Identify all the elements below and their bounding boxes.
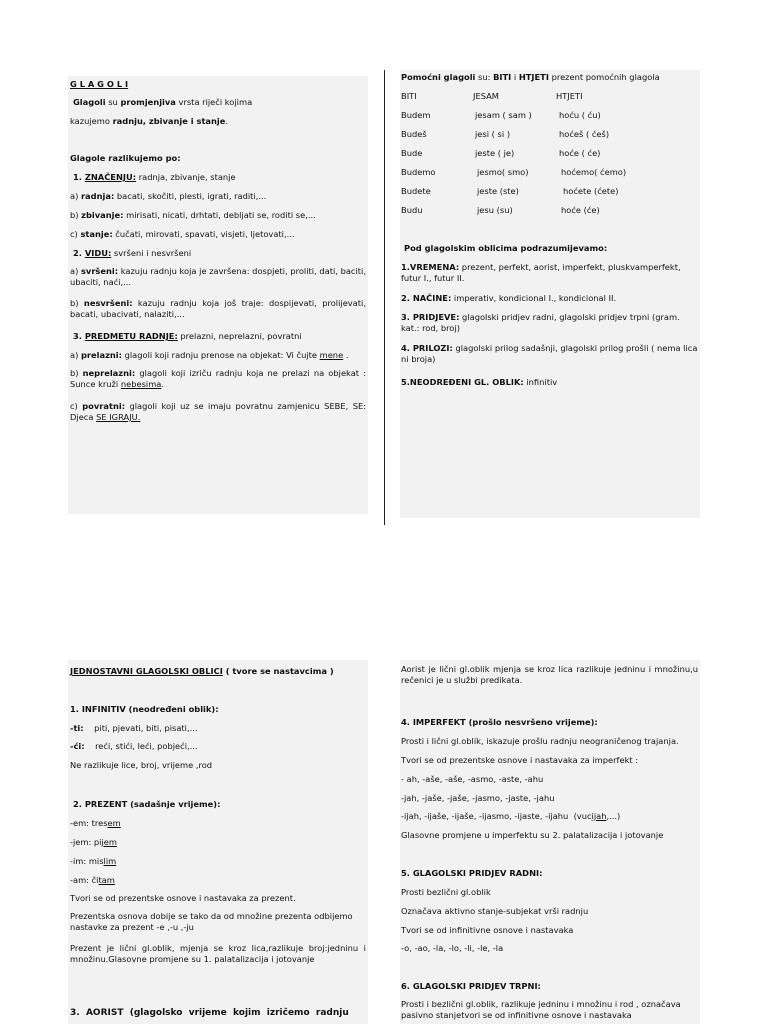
infinitive-note: Ne razlikuje lice, broj, vrijeme ,rod [70,760,213,770]
intro-line-2: kazujemo radnju, zbivanje i stanje. [70,116,229,126]
table-cell: Budu [401,205,423,215]
table-cell: BITI [401,91,417,101]
page-title: G L A G O L I [70,79,129,89]
present-jem: -jem: pijem [70,837,117,847]
present-im: -im: mislim [70,856,117,866]
table-cell: Budeš [401,129,427,139]
table-cell: Budem [401,110,431,120]
page1-left-box [68,76,368,514]
table-cell: jeste ( je) [475,148,515,158]
section-aspect: 2. VIDU: svršeni i nesvršeni [73,248,192,258]
section-title: JEDNOSTAVNI GLAGOLSKI OBLICI ( tvore se nastavcima ) [70,666,334,676]
passive-participle-line-1: Prosti i bezlični gl.oblik, razlikuje jedninu i množinu i rod , označava pasivno stanjetvori se od infinitivne osnove i nastavaka [401,999,681,1020]
aux-verbs-line: Pomoćni glagoli su: BITI i HTJETI prezent pomoćnih glagola [401,72,660,82]
imperfect-line-1: Prosti i lični gl.oblik, iskazuje prošlu radnju neograničenog trajanja. [401,736,679,746]
section-object: 3. PREDMETU RADNJE: prelazni, neprelazni, povratni [73,331,302,341]
present-line-3: Prezent je lični gl.oblik, mjenja se kroz lica,razlikuje broj:jedninu i množinu.Glasovne promjene su 1. palatalizacija i jotovanje [70,943,366,964]
table-cell: JESAM [473,91,499,101]
imperfect-line-2: Tvori se od prezentske osnove i nastavaka za imperfekt : [401,755,639,765]
table-cell: hoću ( ću) [559,110,601,120]
page2-right-box [400,660,700,1024]
section-meaning: 1. ZNAČENJU: radnja, zbivanje, stanje [73,172,236,182]
table-cell: jesam ( sam ) [475,110,532,120]
imperfect-line-4: -jah, -jaše, -jaše, -jasmo, -jaste, -jahu [401,793,555,803]
infinitive-heading: 1. INFINITIV (neodređeni oblik): [70,704,219,714]
form-moods: 2. NAČINE: imperativ, kondicional I., kondicional II. [401,293,617,303]
item-zbivanje: b) zbivanje: mirisati, nicati, drhtati, debljati se, roditi se,... [70,210,316,220]
imperfect-heading: 4. IMPERFEKT (prošlo nesvršeno vrijeme): [401,717,598,727]
table-cell: jesmo( smo) [477,167,529,177]
table-cell: hoće (će) [561,205,600,215]
column-divider [384,70,385,525]
table-cell: HTJETI [556,91,583,101]
passive-participle-heading: 6. GLAGOLSKI PRIDJEV TRPNI: [401,981,541,991]
table-cell: Budemo [401,167,436,177]
item-stanje: c) stanje: čučati, mirovati, spavati, visjeti, ljetovati,... [70,229,295,239]
present-am: -am: čitam [70,875,115,885]
table-cell: hoćemo( ćemo) [561,167,627,177]
imperfect-line-5: -ijah, -ijaše, -ijaše, -ijasmo, -ijaste, -ijahu (vucijah,...) [401,811,621,821]
aorist-heading: 3. AORIST (glagolsko vrijeme kojim izričemo radnju [70,1008,349,1018]
imperfect-line-6: Glasovne promjene u imperfektu su 2. palatalizacija i jotovanje [401,830,664,840]
active-participle-line-3: Tvori se od infinitivne osnove i nastavaka [401,925,574,935]
forms-heading: Pod glagolskim oblicima podrazumijevamo: [404,243,608,253]
table-cell: hoće ( će) [559,148,601,158]
present-em: -em: tresem [70,818,121,828]
table-cell: jesu (su) [477,205,513,215]
intro-line-1: Glagoli su promjenjiva vrsta riječi kojima [73,97,253,107]
item-povratni: c) povratni: glagoli koji uz se imaju povratnu zamjenicu SEBE, SE: Djeca SE IGRAJU. [70,401,366,422]
form-adverbs: 4. PRILOZI: glagolski prilog sadašnji, glagolski prilog prošli ( nema lica ni broja) [401,343,698,364]
table-cell: jeste (ste) [477,186,519,196]
present-heading: 2. PREZENT (sadašnje vrijeme): [73,799,221,809]
table-cell: hoćete (ćete) [563,186,619,196]
active-participle-line-1: Prosti bezlični gl.oblik [401,887,491,897]
infinitive-ti: -ti: piti, pjevati, biti, pisati,... [70,723,198,733]
active-participle-heading: 5. GLAGOLSKI PRIDJEV RADNI: [401,868,543,878]
present-line-2: Prezentska osnova dobije se tako da od množine prezenta odbijemo nastavke za prezent -e ,-u ,-ju [70,911,353,932]
table-cell: hoćeš ( ćeš) [559,129,610,139]
item-nesvrseni: b) nesvršeni: kazuju radnju koja još traje: dospijevati, prolijevati, bacati, ubacivati, nalaziti,... [70,298,366,319]
active-participle-line-4: -o, -ao, -la, -lo, -li, -le, -la [401,943,504,953]
form-infinitive: 5.NEODREĐENI GL. OBLIK: infinitiv [401,377,558,387]
table-cell: Budete [401,186,431,196]
item-prelazni: a) prelazni: glagoli koji radnju prenose na objekat: Vi čujte mene . [70,350,349,360]
item-neprelazni: b) neprelazni: glagoli koji izriču radnju koja ne prelazi na objekat : Sunce kruži nebesima. [70,368,366,389]
infinitive-ci: -ći: reći, stići, leći, pobjeći,... [70,741,198,751]
form-adjectives: 3. PRIDJEVE: glagolski pridjev radni, glagolski pridjev trpni (gram. kat.: rod, broj) [401,312,680,333]
table-cell: Bude [401,148,423,158]
item-svrseni: a) svršeni: kazuju radnju koja je završena: dospjeti, proliti, dati, baciti, ubaciti, naći,... [70,266,366,287]
item-radnja: a) radnja: bacati, skočiti, plesti, igrati, raditi,... [70,191,267,201]
active-participle-line-2: Označava aktivno stanje-subjekat vrši radnju [401,906,589,916]
present-line-1: Tvori se od prezentske osnove i nastavaka za prezent. [70,893,296,903]
imperfect-line-3: - ah, -aše, -aše, -asmo, -aste, -ahu [401,774,544,784]
criteria-heading: Glagole razlikujemo po: [70,153,181,163]
table-cell: jesi ( si ) [475,129,511,139]
aorist-desc: Aorist je lični gl.oblik mjenja se kroz lica razlikuje jedninu i množinu,u rečenici je u službi predikata. [401,664,698,685]
form-tenses: 1.VREMENA: prezent, perfekt, aorist, imperfekt, pluskvamperfekt, futur I., futur II. [401,262,681,283]
